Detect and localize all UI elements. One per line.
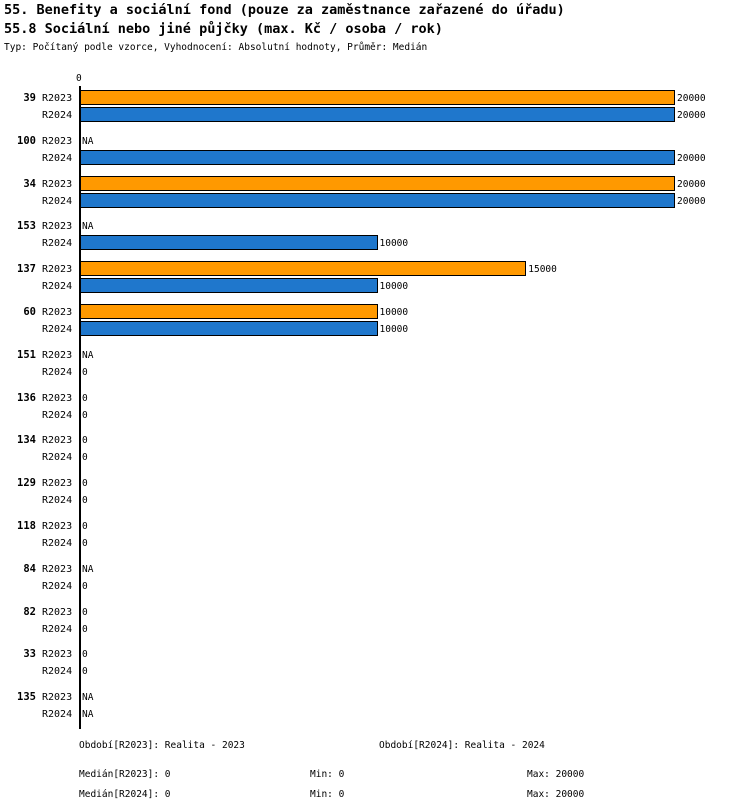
series-row-label: R2023 <box>42 264 73 276</box>
bar-value-label: 20000 <box>677 152 706 164</box>
series-row-label: R2024 <box>42 324 73 335</box>
bar-value-label: 0 <box>82 649 88 661</box>
group-id-label: 84 <box>23 562 36 575</box>
series-row-label: R2024 <box>42 452 73 464</box>
bar-value-label: 15000 <box>528 264 557 276</box>
series-row-label: R2024 <box>42 538 73 549</box>
stats-max-2023: Max: 20000 <box>527 769 585 780</box>
x-axis-tick-zero: 0 <box>76 73 82 84</box>
chart-title-secondary: 55.8 Sociální nebo jiné půjčky (max. Kč / osoba / rok) <box>4 21 443 37</box>
series-row-label: R2023 <box>42 392 73 404</box>
bar-value-label: 0 <box>82 409 88 421</box>
bar-value-label: NA <box>82 692 94 704</box>
bar-value-label: NA <box>82 135 94 147</box>
stats-min-2024: Min: 0 <box>310 789 345 800</box>
bar-value-label: 20000 <box>677 110 706 121</box>
series-row-label: R2023 <box>42 221 73 233</box>
bar-value-label: 20000 <box>677 93 706 104</box>
group-id-label: 129 <box>17 477 36 490</box>
bar-value-label: 0 <box>82 392 88 404</box>
series-row-label: R2023 <box>42 563 73 575</box>
group-id-label: 60 <box>23 306 36 318</box>
chart-subtitle: Typ: Počítaný podle vzorce, Vyhodnocení: Absolutní hodnoty, Průměr: Medián <box>4 42 428 53</box>
bar-R2024-34 <box>80 193 675 208</box>
bar-value-label: 20000 <box>677 195 706 207</box>
bar-value-label: 0 <box>82 623 88 635</box>
bar-value-label: 20000 <box>677 178 706 190</box>
series-row-label: R2024 <box>42 623 73 635</box>
series-row-label: R2023 <box>42 692 73 704</box>
group-id-label: 39 <box>23 92 36 104</box>
series-row-label: R2023 <box>42 307 73 318</box>
bar-value-label: 0 <box>82 606 88 618</box>
bar-value-label: 10000 <box>379 324 409 335</box>
group-id-label: 34 <box>23 177 36 190</box>
series-row-label: R2023 <box>42 478 73 490</box>
bar-value-label: 0 <box>82 478 88 490</box>
bar-value-label: NA <box>82 349 94 361</box>
stats-median-2023: Medián[R2023]: 0 <box>79 769 171 780</box>
bar-value-label: NA <box>82 709 94 721</box>
group-id-label: 82 <box>23 605 36 618</box>
bar-R2024-39 <box>80 107 675 122</box>
bar-value-label: 0 <box>82 580 88 592</box>
series-row-label: R2023 <box>42 606 73 618</box>
bar-value-label: NA <box>82 221 94 233</box>
bar-value-label: 0 <box>82 435 88 447</box>
stats-min-2023: Min: 0 <box>310 769 345 780</box>
bar-value-label: 0 <box>82 666 88 678</box>
series-row-label: R2023 <box>42 349 73 361</box>
bar-R2024-137 <box>80 278 378 293</box>
group-id-label: 151 <box>17 348 36 361</box>
bar-value-label: 10000 <box>379 307 409 318</box>
legend-period-2023: Období[R2023]: Realita - 2023 <box>79 740 245 751</box>
bar-value-label: NA <box>82 563 94 575</box>
series-row-label: R2024 <box>42 152 73 164</box>
bar-value-label: 0 <box>82 521 88 532</box>
group-id-label: 153 <box>17 220 36 233</box>
series-row-label: R2023 <box>42 435 73 447</box>
series-row-label: R2024 <box>42 409 73 421</box>
bar-R2024-100 <box>80 150 675 165</box>
series-row-label: R2024 <box>42 666 73 678</box>
series-row-label: R2023 <box>42 93 73 104</box>
bar-R2024-60 <box>80 321 378 336</box>
bar-value-label: 0 <box>82 538 88 549</box>
bar-R2024-153 <box>80 235 378 250</box>
group-id-label: 134 <box>17 434 36 447</box>
group-id-label: 136 <box>17 391 36 404</box>
series-row-label: R2023 <box>42 178 73 190</box>
series-row-label: R2024 <box>42 366 73 378</box>
series-row-label: R2024 <box>42 195 73 207</box>
series-row-label: R2024 <box>42 110 73 121</box>
series-row-label: R2023 <box>42 649 73 661</box>
bar-value-label: 10000 <box>379 238 409 250</box>
group-id-label: 135 <box>17 691 36 704</box>
series-row-label: R2023 <box>42 521 73 532</box>
bar-R2023-60 <box>80 304 378 319</box>
series-row-label: R2024 <box>42 709 73 721</box>
bar-R2023-39 <box>80 90 675 105</box>
chart-title-primary: 55. Benefity a sociální fond (pouze za zaměstnance zařazené do úřadu) <box>4 2 565 18</box>
group-id-label: 118 <box>17 520 36 532</box>
series-row-label: R2023 <box>42 135 73 147</box>
group-id-label: 100 <box>17 134 36 147</box>
bar-value-label: 0 <box>82 366 88 378</box>
bar-value-label: 10000 <box>379 281 409 293</box>
series-row-label: R2024 <box>42 495 73 507</box>
bar-value-label: 0 <box>82 495 88 507</box>
series-row-label: R2024 <box>42 281 73 293</box>
bar-R2023-137 <box>80 261 526 276</box>
group-id-label: 33 <box>23 648 36 661</box>
stats-max-2024: Max: 20000 <box>527 789 585 800</box>
stats-median-2024: Medián[R2024]: 0 <box>79 789 171 800</box>
series-row-label: R2024 <box>42 238 73 250</box>
legend-period-2024: Období[R2024]: Realita - 2024 <box>379 740 545 751</box>
bar-value-label: 0 <box>82 452 88 464</box>
series-row-label: R2024 <box>42 580 73 592</box>
group-id-label: 137 <box>17 263 36 276</box>
bar-R2023-34 <box>80 176 675 191</box>
